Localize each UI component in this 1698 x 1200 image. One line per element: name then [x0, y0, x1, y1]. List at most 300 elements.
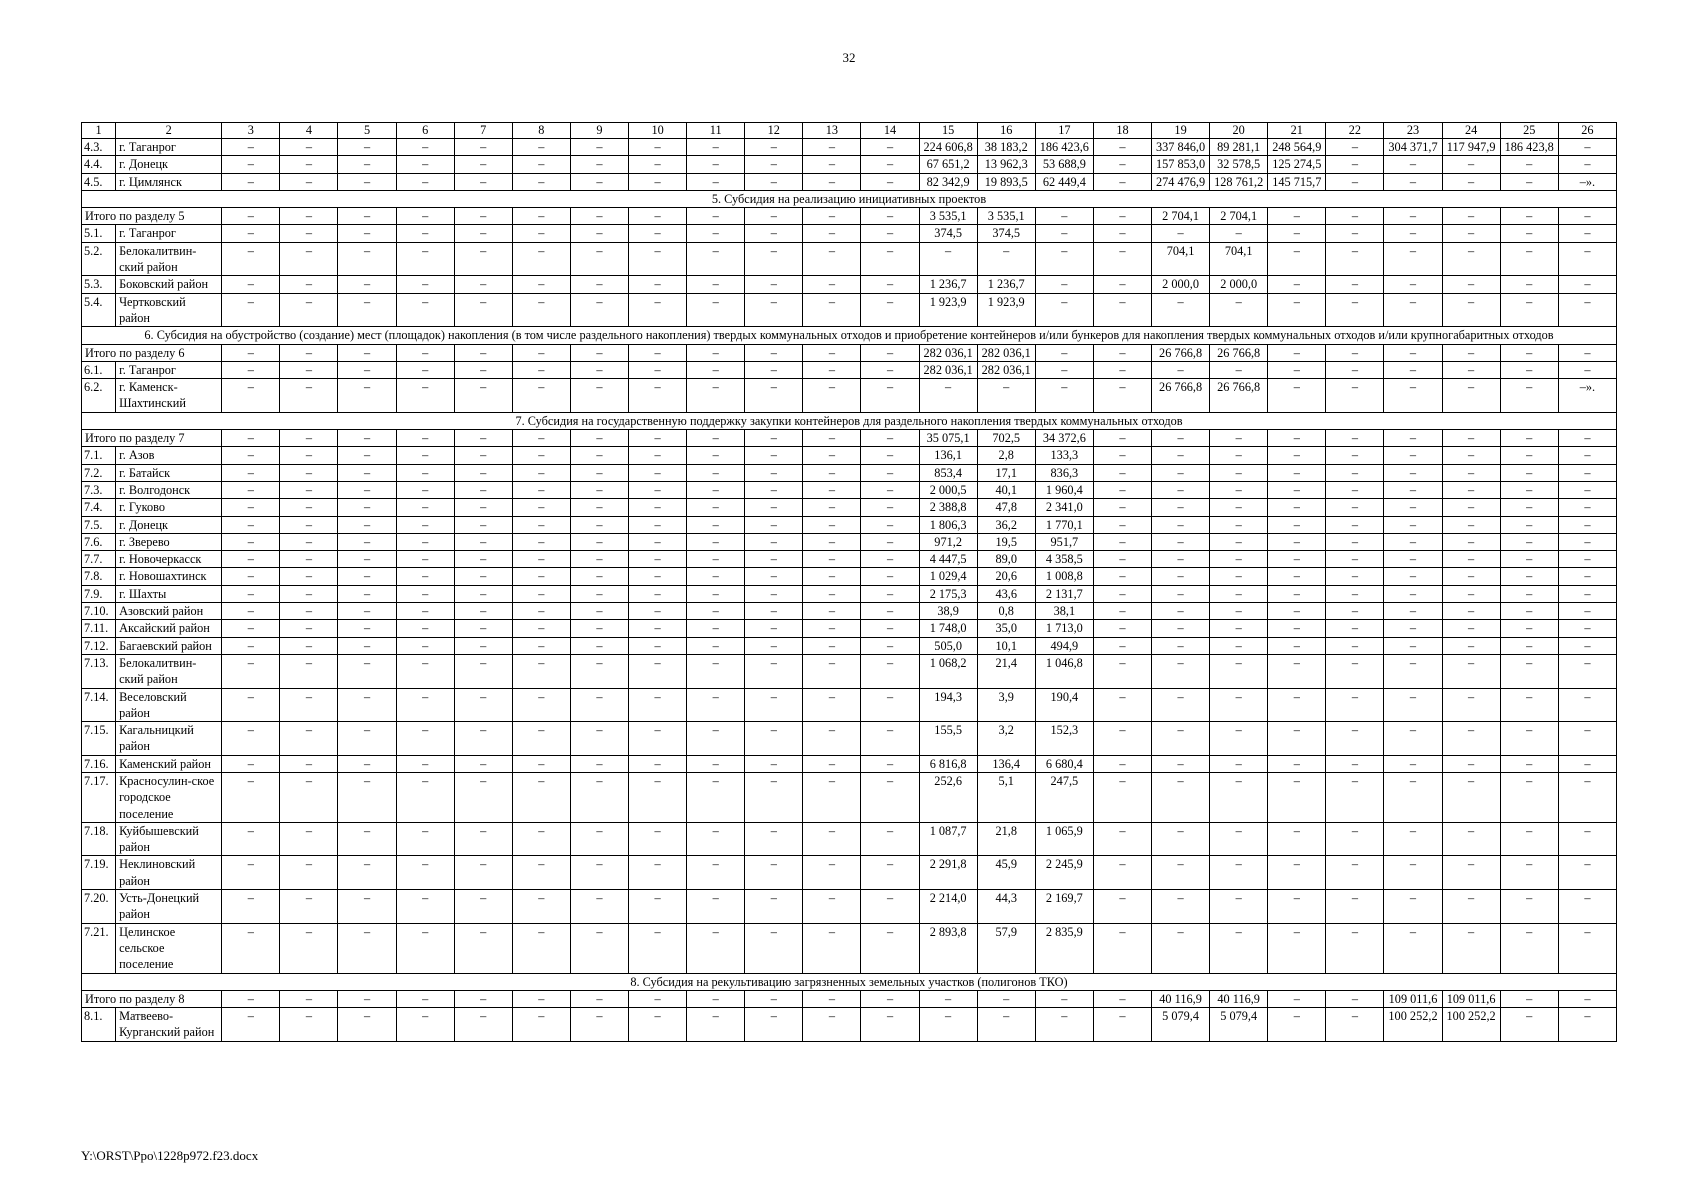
- value-cell: –: [1442, 568, 1500, 585]
- row-number: 7.11.: [82, 620, 116, 637]
- value-cell: –: [222, 637, 280, 654]
- value-cell: 128 761,2: [1210, 173, 1268, 190]
- value-cell: –: [1384, 620, 1442, 637]
- value-cell: –: [222, 481, 280, 498]
- value-cell: –: [1442, 654, 1500, 688]
- value-cell: –: [1326, 533, 1384, 550]
- value-cell: –: [1558, 620, 1616, 637]
- value-cell: –: [861, 688, 919, 722]
- value-cell: –: [1268, 242, 1326, 276]
- table-row: [82, 173, 1617, 190]
- value-cell: –: [396, 568, 454, 585]
- value-cell: –: [512, 755, 570, 772]
- value-cell: –: [1384, 430, 1442, 447]
- value-cell: –: [222, 447, 280, 464]
- value-cell: –: [1210, 822, 1268, 856]
- value-cell: 155,5: [919, 722, 977, 756]
- value-cell: –: [1558, 430, 1616, 447]
- value-cell: –: [1152, 654, 1210, 688]
- value-cell: –: [1268, 1008, 1326, 1042]
- value-cell: –: [1326, 156, 1384, 173]
- value-cell: 136,1: [919, 447, 977, 464]
- value-cell: –: [1558, 772, 1616, 822]
- value-cell: –: [803, 772, 861, 822]
- value-cell: –: [512, 516, 570, 533]
- value-cell: –: [1326, 990, 1384, 1007]
- value-cell: –: [861, 173, 919, 190]
- value-cell: –: [222, 293, 280, 327]
- value-cell: –: [512, 344, 570, 361]
- value-cell: –: [687, 585, 745, 602]
- value-cell: –: [1326, 379, 1384, 413]
- value-cell: –: [1500, 620, 1558, 637]
- value-cell: 186 423,8: [1500, 139, 1558, 156]
- value-cell: 2 000,0: [1152, 276, 1210, 293]
- value-cell: 53 688,9: [1035, 156, 1093, 173]
- value-cell: –: [1268, 856, 1326, 890]
- value-cell: –: [454, 430, 512, 447]
- value-cell: –: [454, 481, 512, 498]
- value-cell: –: [629, 361, 687, 378]
- value-cell: –: [454, 990, 512, 1007]
- value-cell: –: [512, 990, 570, 1007]
- value-cell: –: [222, 856, 280, 890]
- value-cell: –: [1558, 923, 1616, 973]
- value-cell: –: [803, 755, 861, 772]
- value-cell: –: [1558, 464, 1616, 481]
- value-cell: –: [1326, 890, 1384, 924]
- value-cell: 17,1: [977, 464, 1035, 481]
- value-cell: –: [861, 276, 919, 293]
- header-cell: 24: [1442, 123, 1500, 139]
- table-row: [82, 923, 1617, 973]
- header-cell: 1: [82, 123, 116, 139]
- value-cell: –: [1326, 551, 1384, 568]
- value-cell: –: [1093, 568, 1151, 585]
- value-cell: –: [454, 890, 512, 924]
- value-cell: –: [222, 654, 280, 688]
- value-cell: –: [629, 990, 687, 1007]
- value-cell: –: [454, 173, 512, 190]
- value-cell: –: [861, 568, 919, 585]
- value-cell: –: [687, 755, 745, 772]
- value-cell: –: [512, 242, 570, 276]
- value-cell: –: [1384, 499, 1442, 516]
- value-cell: –: [1326, 772, 1384, 822]
- value-cell: –: [629, 551, 687, 568]
- row-name: Белокалитвин-ский район: [116, 242, 222, 276]
- value-cell: 494,9: [1035, 637, 1093, 654]
- value-cell: 2 000,0: [1210, 276, 1268, 293]
- value-cell: –: [1326, 276, 1384, 293]
- value-cell: 10,1: [977, 637, 1035, 654]
- table-row: [82, 379, 1617, 413]
- value-cell: –: [1152, 890, 1210, 924]
- value-cell: 1 960,4: [1035, 481, 1093, 498]
- value-cell: 971,2: [919, 533, 977, 550]
- value-cell: –: [1500, 430, 1558, 447]
- value-cell: –: [338, 516, 396, 533]
- value-cell: –: [1093, 856, 1151, 890]
- value-cell: 3,2: [977, 722, 1035, 756]
- value-cell: –».: [1558, 173, 1616, 190]
- row-name: г. Волгодонск: [116, 481, 222, 498]
- value-cell: –: [1500, 637, 1558, 654]
- value-cell: –: [687, 293, 745, 327]
- row-name: г. Новошахтинск: [116, 568, 222, 585]
- value-cell: –: [861, 551, 919, 568]
- value-cell: –: [396, 516, 454, 533]
- value-cell: –: [570, 856, 628, 890]
- row-name: г. Цимлянск: [116, 173, 222, 190]
- value-cell: –: [1210, 293, 1268, 327]
- value-cell: –: [396, 654, 454, 688]
- value-cell: –: [1558, 688, 1616, 722]
- value-cell: –: [1384, 242, 1442, 276]
- value-cell: –: [687, 722, 745, 756]
- value-cell: –: [687, 481, 745, 498]
- value-cell: –: [1210, 856, 1268, 890]
- value-cell: –: [1442, 481, 1500, 498]
- value-cell: –: [1326, 688, 1384, 722]
- row-number: 5.3.: [82, 276, 116, 293]
- value-cell: –: [1093, 654, 1151, 688]
- value-cell: –: [454, 208, 512, 225]
- table-row: [82, 499, 1617, 516]
- value-cell: –: [396, 1008, 454, 1042]
- row-number: 7.12.: [82, 637, 116, 654]
- value-cell: –: [1442, 361, 1500, 378]
- value-cell: –: [745, 208, 803, 225]
- row-number: 8.1.: [82, 1008, 116, 1042]
- value-cell: –: [1442, 276, 1500, 293]
- value-cell: 2 000,5: [919, 481, 977, 498]
- value-cell: –: [338, 688, 396, 722]
- value-cell: –: [1093, 225, 1151, 242]
- value-cell: –: [687, 516, 745, 533]
- value-cell: –: [1268, 654, 1326, 688]
- value-cell: –: [222, 173, 280, 190]
- value-cell: –: [1442, 379, 1500, 413]
- value-cell: –: [1442, 208, 1500, 225]
- value-cell: 1 806,3: [919, 516, 977, 533]
- total-label: Итого по разделу 6: [82, 344, 222, 361]
- value-cell: –: [803, 568, 861, 585]
- value-cell: –: [629, 637, 687, 654]
- value-cell: –: [570, 551, 628, 568]
- value-cell: –: [280, 568, 338, 585]
- value-cell: –: [570, 585, 628, 602]
- value-cell: –: [1268, 822, 1326, 856]
- row-name: г. Донецк: [116, 516, 222, 533]
- value-cell: –: [454, 772, 512, 822]
- value-cell: 45,9: [977, 856, 1035, 890]
- value-cell: –: [280, 139, 338, 156]
- value-cell: –: [570, 568, 628, 585]
- value-cell: –: [1384, 208, 1442, 225]
- value-cell: 1 046,8: [1035, 654, 1093, 688]
- value-cell: –: [687, 772, 745, 822]
- value-cell: 224 606,8: [919, 139, 977, 156]
- value-cell: –: [570, 344, 628, 361]
- header-cell: 23: [1384, 123, 1442, 139]
- table-row: [82, 1008, 1617, 1042]
- value-cell: –: [687, 242, 745, 276]
- value-cell: –: [687, 551, 745, 568]
- value-cell: –: [803, 344, 861, 361]
- value-cell: –: [861, 225, 919, 242]
- value-cell: 35,0: [977, 620, 1035, 637]
- value-cell: –: [629, 430, 687, 447]
- row-number: 7.20.: [82, 890, 116, 924]
- row-number: 5.2.: [82, 242, 116, 276]
- value-cell: –: [280, 430, 338, 447]
- value-cell: 282 036,1: [977, 361, 1035, 378]
- value-cell: –: [1442, 585, 1500, 602]
- value-cell: –: [1384, 755, 1442, 772]
- value-cell: –: [861, 516, 919, 533]
- value-cell: –: [629, 533, 687, 550]
- value-cell: –: [1093, 361, 1151, 378]
- value-cell: –: [1210, 923, 1268, 973]
- value-cell: –: [861, 755, 919, 772]
- value-cell: –: [1326, 1008, 1384, 1042]
- value-cell: –: [861, 856, 919, 890]
- value-cell: 252,6: [919, 772, 977, 822]
- value-cell: 38 183,2: [977, 139, 1035, 156]
- value-cell: –: [1384, 225, 1442, 242]
- value-cell: –: [977, 1008, 1035, 1042]
- header-cell: 9: [570, 123, 628, 139]
- value-cell: –: [396, 890, 454, 924]
- value-cell: 704,1: [1152, 242, 1210, 276]
- value-cell: –: [512, 447, 570, 464]
- value-cell: –: [1035, 208, 1093, 225]
- value-cell: –: [570, 603, 628, 620]
- value-cell: 3,9: [977, 688, 1035, 722]
- value-cell: 36,2: [977, 516, 1035, 533]
- value-cell: –: [280, 293, 338, 327]
- value-cell: –: [861, 654, 919, 688]
- value-cell: –: [803, 1008, 861, 1042]
- value-cell: 1 008,8: [1035, 568, 1093, 585]
- value-cell: –: [687, 208, 745, 225]
- value-cell: 47,8: [977, 499, 1035, 516]
- row-name: Каменский район: [116, 755, 222, 772]
- value-cell: 82 342,9: [919, 173, 977, 190]
- value-cell: –: [1326, 585, 1384, 602]
- value-cell: –: [1500, 464, 1558, 481]
- value-cell: –: [512, 722, 570, 756]
- value-cell: 26 766,8: [1210, 379, 1268, 413]
- value-cell: –: [861, 156, 919, 173]
- value-cell: –: [1384, 551, 1442, 568]
- header-cell: 3: [222, 123, 280, 139]
- value-cell: –: [396, 361, 454, 378]
- value-cell: 19 893,5: [977, 173, 1035, 190]
- value-cell: –: [1558, 722, 1616, 756]
- value-cell: –: [338, 551, 396, 568]
- value-cell: –: [396, 208, 454, 225]
- value-cell: –: [861, 361, 919, 378]
- table-row: [82, 722, 1617, 756]
- table-row: [82, 822, 1617, 856]
- value-cell: –: [1500, 361, 1558, 378]
- value-cell: 1 923,9: [919, 293, 977, 327]
- table-row: [82, 585, 1617, 602]
- row-name: г. Азов: [116, 447, 222, 464]
- value-cell: –: [687, 276, 745, 293]
- value-cell: –: [1210, 755, 1268, 772]
- value-cell: 248 564,9: [1268, 139, 1326, 156]
- value-cell: –: [338, 533, 396, 550]
- value-cell: –: [1152, 293, 1210, 327]
- value-cell: 2,8: [977, 447, 1035, 464]
- value-cell: 1 087,7: [919, 822, 977, 856]
- value-cell: 2 169,7: [1035, 890, 1093, 924]
- value-cell: –: [1326, 173, 1384, 190]
- row-number: 4.4.: [82, 156, 116, 173]
- value-cell: 2 835,9: [1035, 923, 1093, 973]
- value-cell: –: [512, 208, 570, 225]
- value-cell: –: [687, 856, 745, 890]
- value-cell: –: [1384, 276, 1442, 293]
- value-cell: –: [222, 923, 280, 973]
- value-cell: –: [1558, 637, 1616, 654]
- row-number: 4.5.: [82, 173, 116, 190]
- value-cell: –: [687, 620, 745, 637]
- value-cell: –: [1500, 822, 1558, 856]
- value-cell: –: [1268, 755, 1326, 772]
- value-cell: 13 962,3: [977, 156, 1035, 173]
- value-cell: –: [1093, 156, 1151, 173]
- value-cell: –: [629, 755, 687, 772]
- value-cell: –: [1500, 856, 1558, 890]
- value-cell: –: [803, 603, 861, 620]
- value-cell: –: [396, 499, 454, 516]
- value-cell: –: [1500, 722, 1558, 756]
- value-cell: –: [1558, 551, 1616, 568]
- value-cell: –: [338, 822, 396, 856]
- value-cell: –: [687, 499, 745, 516]
- value-cell: –: [338, 208, 396, 225]
- value-cell: –: [1326, 208, 1384, 225]
- value-cell: –: [280, 242, 338, 276]
- value-cell: –: [919, 242, 977, 276]
- value-cell: –: [570, 516, 628, 533]
- value-cell: –: [280, 481, 338, 498]
- row-number: 7.19.: [82, 856, 116, 890]
- row-number: 7.13.: [82, 654, 116, 688]
- value-cell: –: [454, 585, 512, 602]
- row-number: 7.9.: [82, 585, 116, 602]
- header-cell: 12: [745, 123, 803, 139]
- value-cell: –: [1268, 551, 1326, 568]
- value-cell: –: [338, 772, 396, 822]
- value-cell: –: [1093, 430, 1151, 447]
- row-number: 7.16.: [82, 755, 116, 772]
- value-cell: –: [629, 722, 687, 756]
- value-cell: –: [1093, 1008, 1151, 1042]
- value-cell: –: [512, 276, 570, 293]
- value-cell: –: [396, 603, 454, 620]
- value-cell: –: [454, 464, 512, 481]
- value-cell: –: [338, 156, 396, 173]
- value-cell: –: [1558, 654, 1616, 688]
- value-cell: –: [222, 1008, 280, 1042]
- value-cell: –: [1500, 603, 1558, 620]
- value-cell: –: [1152, 533, 1210, 550]
- value-cell: –: [687, 654, 745, 688]
- value-cell: –: [280, 637, 338, 654]
- value-cell: –: [280, 620, 338, 637]
- value-cell: 133,3: [1035, 447, 1093, 464]
- value-cell: 2 291,8: [919, 856, 977, 890]
- section-title-row: [82, 412, 1617, 429]
- value-cell: 2 704,1: [1210, 208, 1268, 225]
- value-cell: –: [1558, 516, 1616, 533]
- value-cell: 40 116,9: [1210, 990, 1268, 1007]
- value-cell: –: [1558, 242, 1616, 276]
- value-cell: –: [512, 225, 570, 242]
- value-cell: 89,0: [977, 551, 1035, 568]
- row-name: Целинское сельское поселение: [116, 923, 222, 973]
- value-cell: –: [396, 637, 454, 654]
- value-cell: –: [1210, 464, 1268, 481]
- value-cell: 2 245,9: [1035, 856, 1093, 890]
- value-cell: –: [745, 516, 803, 533]
- table-row: [82, 568, 1617, 585]
- table-row: [82, 856, 1617, 890]
- value-cell: –: [687, 344, 745, 361]
- value-cell: 2 893,8: [919, 923, 977, 973]
- value-cell: –: [570, 225, 628, 242]
- value-cell: –: [1268, 722, 1326, 756]
- table-row: [82, 481, 1617, 498]
- value-cell: 282 036,1: [919, 344, 977, 361]
- value-cell: –: [687, 822, 745, 856]
- row-number: 5.1.: [82, 225, 116, 242]
- value-cell: –: [803, 585, 861, 602]
- value-cell: –: [512, 481, 570, 498]
- value-cell: –: [1268, 688, 1326, 722]
- value-cell: –: [1268, 516, 1326, 533]
- value-cell: –: [396, 379, 454, 413]
- value-cell: –: [1035, 293, 1093, 327]
- value-cell: –: [396, 293, 454, 327]
- value-cell: –: [222, 242, 280, 276]
- value-cell: –: [1384, 722, 1442, 756]
- value-cell: –: [1326, 637, 1384, 654]
- row-number: 7.8.: [82, 568, 116, 585]
- table-row: [82, 139, 1617, 156]
- value-cell: –: [919, 990, 977, 1007]
- value-cell: –: [1093, 755, 1151, 772]
- section-title: 8. Субсидия на рекультивацию загрязненных земельных участков (полигонов ТКО): [82, 973, 1617, 990]
- table-row: [82, 551, 1617, 568]
- value-cell: 38,9: [919, 603, 977, 620]
- value-cell: –: [803, 533, 861, 550]
- value-cell: –: [1500, 481, 1558, 498]
- value-cell: –: [687, 173, 745, 190]
- value-cell: –: [1558, 156, 1616, 173]
- table-row: [82, 293, 1617, 327]
- table-row: [82, 156, 1617, 173]
- value-cell: –: [803, 516, 861, 533]
- value-cell: –: [338, 225, 396, 242]
- value-cell: –: [1326, 822, 1384, 856]
- value-cell: –: [803, 276, 861, 293]
